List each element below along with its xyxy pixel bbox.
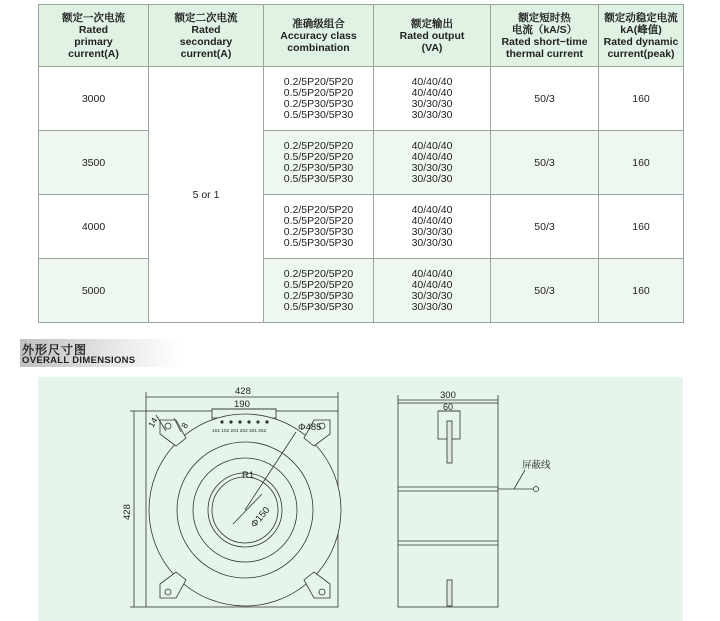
dynamic-cell: 160 <box>599 131 684 195</box>
primary-current-cell: 5000 <box>39 259 149 323</box>
dim-side-box-label: 60 <box>443 402 454 412</box>
dim-slot-label: 8 <box>179 420 191 430</box>
output-cell: 40/40/40 40/40/40 30/30/30 30/30/30 <box>374 67 491 131</box>
dim-side-width-label: 300 <box>440 390 456 401</box>
dynamic-cell: 160 <box>599 259 684 323</box>
thermal-cell: 50/3 <box>491 195 599 259</box>
side-bracket-bottom <box>447 580 452 606</box>
dim-width-label: 428 <box>235 386 251 397</box>
section-title-cn: 外形尺寸图 <box>22 343 88 357</box>
thermal-cell: 50/3 <box>491 259 599 323</box>
side-bracket-top <box>447 421 452 463</box>
header-thermal-current: 额定短时热 电流（kA/S） Rated short−time thermal current <box>491 5 599 67</box>
dynamic-cell: 160 <box>599 195 684 259</box>
accuracy-cell: 0.2/5P20/5P20 0.5/5P20/5P20 0.2/5P30/5P30 0.5/5P30/5P30 <box>264 67 374 131</box>
primary-current-cell: 4000 <box>39 195 149 259</box>
thermal-cell: 50/3 <box>491 67 599 131</box>
dim-inner-dia-label: Φ150 <box>248 504 273 530</box>
shield-label: 屏蔽线 <box>522 460 551 471</box>
header-secondary-current: 额定二次电流 Rated secondary current(A) <box>149 5 264 67</box>
header-rated-output: 额定输出 Rated output (VA) <box>374 5 491 67</box>
accuracy-cell: 0.2/5P20/5P20 0.5/5P20/5P20 0.2/5P30/5P30 0.5/5P30/5P30 <box>264 259 374 323</box>
terminal-labels: 1S1 1S2 2S1 2S2 3S1 3S2 <box>212 428 267 433</box>
output-cell: 40/40/40 40/40/40 30/30/30 30/30/30 <box>374 195 491 259</box>
accuracy-cell: 0.2/5P20/5P20 0.5/5P20/5P20 0.2/5P30/5P30 0.5/5P30/5P30 <box>264 131 374 195</box>
dynamic-cell: 160 <box>599 67 684 131</box>
dim-small-label: 14 <box>146 415 160 429</box>
accuracy-cell: 0.2/5P20/5P20 0.5/5P20/5P20 0.2/5P30/5P30 0.5/5P30/5P30 <box>264 195 374 259</box>
header-primary-current: 额定一次电流 Rated primary current(A) <box>39 5 149 67</box>
dim-box-label: 190 <box>234 399 250 410</box>
dim-height-label: 428 <box>122 504 133 520</box>
primary-current-cell: 3500 <box>39 131 149 195</box>
shield-terminal <box>534 487 539 492</box>
section-title-en: OVERALL DIMENSIONS <box>22 355 136 366</box>
thermal-cell: 50/3 <box>491 131 599 195</box>
primary-current-cell: 3000 <box>39 67 149 131</box>
side-view <box>398 395 539 607</box>
header-dynamic-current: 额定动稳定电流 kA(峰值) Rated dynamic current(peak) <box>599 5 684 67</box>
output-cell: 40/40/40 40/40/40 30/30/30 30/30/30 <box>374 259 491 323</box>
dim-outer-dia-label: Φ485 <box>298 422 322 433</box>
output-cell: 40/40/40 40/40/40 30/30/30 30/30/30 <box>374 131 491 195</box>
header-accuracy-class: 准确级组合 Accuracy class combination <box>264 5 374 67</box>
dim-radius-label: R1 <box>242 470 255 481</box>
secondary-current-cell: 5 or 1 <box>149 67 264 323</box>
